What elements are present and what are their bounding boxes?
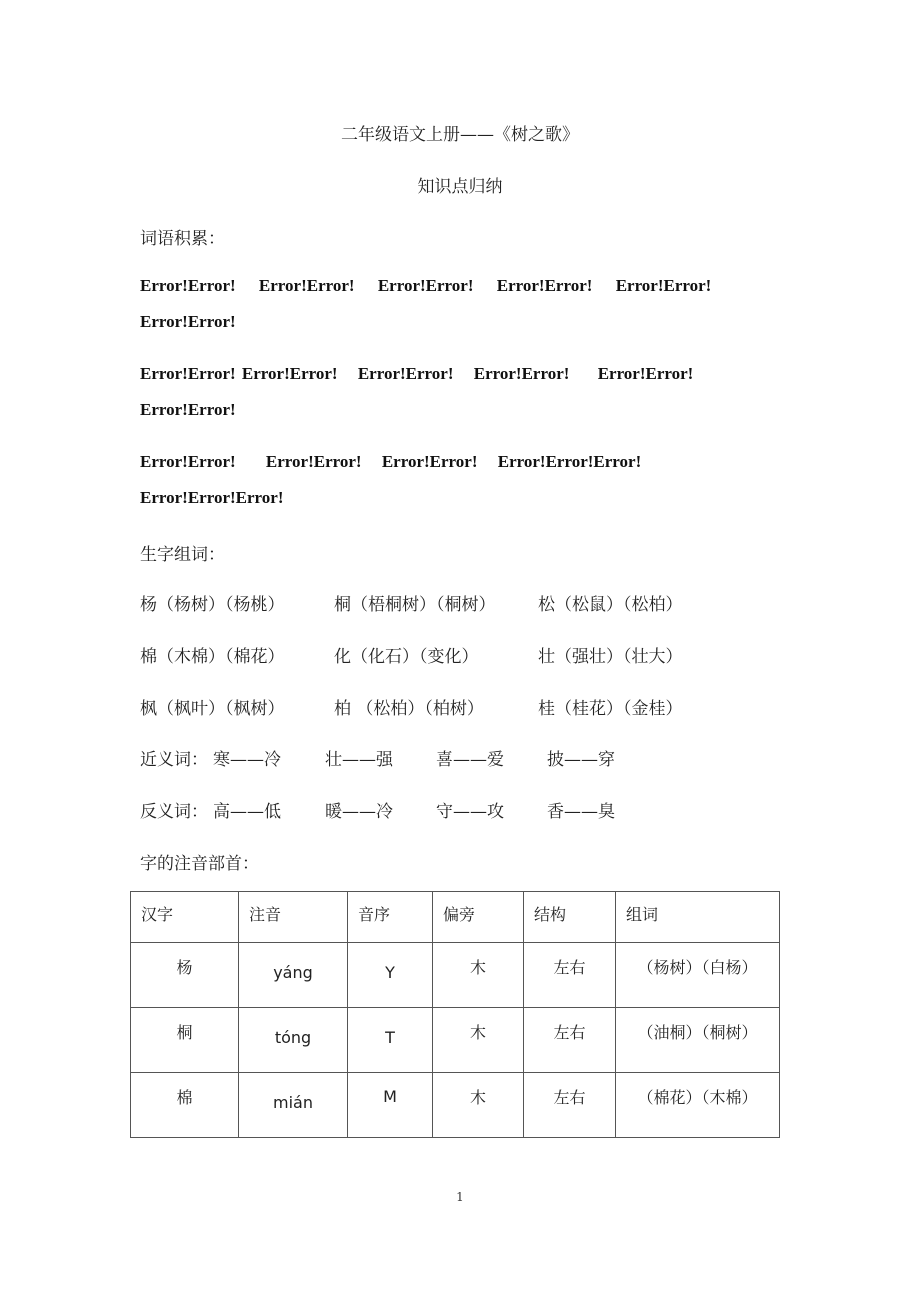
synonyms-label: 近义词： xyxy=(140,750,208,770)
new-char-entry: 桂（桂花）（金桂） xyxy=(538,699,683,719)
vocab-item: Error!Error! xyxy=(140,452,236,471)
vocab-line xyxy=(140,276,711,296)
vocab-item: Error!Error! xyxy=(381,452,478,471)
structure-cell: 左右 xyxy=(524,943,616,1008)
initial-text: T xyxy=(385,1028,395,1047)
vocab-item: Error!Error! xyxy=(597,364,694,383)
initial-text: Y xyxy=(385,963,395,982)
table-row xyxy=(131,1008,780,1073)
words-cell: （油桐）（桐树） xyxy=(616,1008,780,1073)
vocab-heading: 词语积累： xyxy=(140,229,225,249)
header-cell: 音序 xyxy=(348,892,433,943)
initial-cell xyxy=(348,943,433,1008)
initial-text: M xyxy=(383,1087,397,1106)
char-cell: 桐 xyxy=(131,1008,239,1073)
vocab-item: Error!Error! xyxy=(140,364,236,383)
table-row xyxy=(131,943,780,1008)
pinyin-cell xyxy=(239,1008,348,1073)
synonym-pair: 寒——冷 xyxy=(213,750,281,770)
antonym-pair: 高——低 xyxy=(213,802,281,822)
initial-cell xyxy=(348,1008,433,1073)
initial-cell xyxy=(348,1073,433,1138)
vocab-item: Error!Error!Error! xyxy=(497,452,642,471)
char-cell: 棉 xyxy=(131,1073,239,1138)
vocab-item: Error!Error! xyxy=(265,452,362,471)
structure-cell: 左右 xyxy=(524,1073,616,1138)
header-cell: 偏旁 xyxy=(433,892,524,943)
header-cell: 结构 xyxy=(524,892,616,943)
synonym-pair: 披——穿 xyxy=(547,750,615,770)
vocab-item: Error!Error! xyxy=(258,276,355,295)
vocab-line xyxy=(140,364,693,384)
pinyin-cell xyxy=(239,943,348,1008)
new-char-entry: 柏 （松柏）（柏树） xyxy=(334,699,484,719)
vocab-item: Error!Error!Error! xyxy=(140,488,284,507)
new-char-entry: 杨（杨树）（杨桃） xyxy=(140,595,285,615)
vocab-line xyxy=(140,488,284,508)
structure-cell: 左右 xyxy=(524,1008,616,1073)
page-number: 1 xyxy=(456,1190,464,1204)
vocab-item: Error!Error! xyxy=(496,276,593,295)
antonyms-label: 反义词： xyxy=(140,802,208,822)
header-cell: 组词 xyxy=(616,892,780,943)
table-heading: 字的注音部首： xyxy=(140,854,259,874)
vocab-line xyxy=(140,312,236,332)
pinyin-text: yáng xyxy=(273,963,313,982)
document-subtitle: 知识点归纳 xyxy=(417,177,503,197)
antonym-pair: 香——臭 xyxy=(547,802,615,822)
new-char-entry: 棉（木棉）（棉花） xyxy=(140,647,285,667)
char-cell: 杨 xyxy=(131,943,239,1008)
new-chars-heading: 生字组词： xyxy=(140,545,225,565)
header-cell: 汉字 xyxy=(131,892,239,943)
vocab-line xyxy=(140,452,641,472)
vocab-item: Error!Error! xyxy=(140,276,236,295)
pinyin-text: tóng xyxy=(274,1028,312,1047)
new-char-entry: 化（化石）（变化） xyxy=(334,647,479,667)
words-cell: （棉花）（木棉） xyxy=(616,1073,780,1138)
antonym-pair: 守——攻 xyxy=(436,802,504,822)
vocab-item: Error!Error! xyxy=(140,312,236,331)
vocab-item: Error!Error! xyxy=(140,400,236,419)
new-char-entry: 枫（枫叶）（枫树） xyxy=(140,699,285,719)
new-char-entry: 桐（梧桐树）（桐树） xyxy=(334,595,496,615)
radical-cell: 木 xyxy=(433,943,524,1008)
words-cell: （杨树）（白杨） xyxy=(616,943,780,1008)
table-header-row xyxy=(131,892,780,943)
synonym-pair: 壮——强 xyxy=(325,750,393,770)
radical-cell: 木 xyxy=(433,1073,524,1138)
vocab-item: Error!Error! xyxy=(357,364,454,383)
vocab-item: Error!Error! xyxy=(377,276,474,295)
vocab-item: Error!Error! xyxy=(615,276,712,295)
antonym-pair: 暖——冷 xyxy=(325,802,393,822)
header-cell: 注音 xyxy=(239,892,348,943)
pinyin-cell xyxy=(239,1073,348,1138)
pinyin-text: mián xyxy=(273,1093,313,1112)
new-char-entry: 壮（强壮）（壮大） xyxy=(538,647,683,667)
vocab-item: Error!Error! xyxy=(473,364,570,383)
radical-cell: 木 xyxy=(433,1008,524,1073)
synonym-pair: 喜——爱 xyxy=(436,750,504,770)
vocab-item: Error!Error! xyxy=(241,364,338,383)
new-char-entry: 松（松鼠）（松柏） xyxy=(538,595,683,615)
pinyin-radical-table xyxy=(130,891,780,1138)
document-title: 二年级语文上册——《树之歌》 xyxy=(341,125,579,145)
table-row xyxy=(131,1073,780,1138)
vocab-line xyxy=(140,400,236,420)
